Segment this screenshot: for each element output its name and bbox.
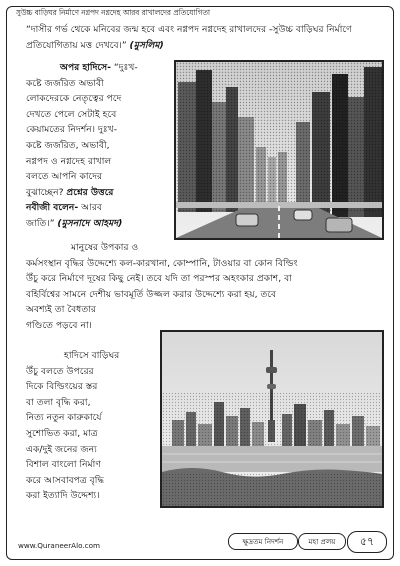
hadith-line: নগ্নপদ ও নগ্নদেহ রাখাল xyxy=(26,155,112,167)
paragraph-purpose xyxy=(26,240,378,334)
para-line: নিত্য নতুন কারুকার্যে xyxy=(26,412,102,424)
city-skyline-photo xyxy=(174,60,384,240)
quote-text: “দাসীর গর্ভ থেকে মনিবের জন্ম হবে এবং নগ্নপদ নগ্নদেহ রাখালদের -সুউচ্চ বাড়িঘর নির্মাণে প্রতিযোগিতায় মত্ত দেখবে।” xyxy=(26,24,352,51)
hadith-question: বুঝাচ্ছেন? xyxy=(26,186,64,198)
hadith-answer-bold: নবীজী বলেন- xyxy=(26,202,79,214)
para-line: বা তলা বৃদ্ধি করা, xyxy=(26,396,91,408)
hadith-quote-muslim xyxy=(26,22,378,53)
para-line: বহির্বিশ্বের সামনে দেশীয় ভাবমূর্তি উজ্জল করার উদ্দেশ্যে করা হয়, তবে xyxy=(26,288,277,300)
para-line: হাদিসে বাড়িঘর xyxy=(64,350,120,361)
page-number: ৫৭ xyxy=(347,531,387,553)
hadith-line: কষ্টে জর্জরিত অভাবী xyxy=(26,77,104,89)
para-line: মানুষের উপকার ও xyxy=(71,242,139,253)
hadith-line: বলতে আপনি কাদের xyxy=(26,171,103,183)
paragraph-meaning xyxy=(26,348,158,504)
hadith-line: লোকদেরকে নেতৃত্বের পদে xyxy=(26,93,122,105)
para-line: দিকে বিল্ডিংয়ের স্তর xyxy=(26,381,98,393)
para-line: কর্মসংস্থান বৃদ্ধির উদ্দেশ্যে কল-কারখানা, কোম্পানি, টাওয়ার বা কোন বিল্ডিং xyxy=(26,257,298,269)
hadith-last: জাতি।” xyxy=(26,217,55,229)
waterfront-skyline-photo xyxy=(160,330,384,508)
para-line: সুশোভিত করা, মাত্র xyxy=(26,427,98,439)
para-line: গণ্ডিতে পড়বে না। xyxy=(26,319,92,331)
footer-section-label: ক্ষুদ্রতম নিদর্শন xyxy=(228,533,298,550)
hadith-line: কেয়ামতের নিদর্শন। দুঃখ- xyxy=(26,124,118,136)
running-head: সুউচ্চ বাড়িঘর নির্মাণে নগ্নপদ নগ্নদেহ আরব রাখালদের প্রতিযোগিতা xyxy=(16,8,210,17)
hadith-question-bold: প্রশ্নের উত্তরে xyxy=(66,186,114,198)
para-line: এক/দুই জনের জন্য xyxy=(26,443,97,455)
para-line: উঁচু করে নির্মাণে দূষের কিছু নেই। তবে যদি তা পরস্পর অহংকার প্রকাশ, বা xyxy=(26,273,292,285)
para-line: অবশ্যই তা বৈধতার xyxy=(26,304,96,316)
para-line: করে আসবাবপত্র বৃদ্ধি xyxy=(26,474,105,486)
hadith-source: (মুসনাদে আহমদ) xyxy=(57,217,123,229)
hadith-answer: আরব xyxy=(81,202,103,214)
para-line: করা ইত্যাদি উদ্দেশ্য। xyxy=(26,490,100,502)
hadith-quote-ahmad xyxy=(26,60,170,232)
para-line: বিশাল বাংলো নির্মাণ xyxy=(26,459,101,471)
hadith-line: কষ্টে জর্জরিত, অভাবী, xyxy=(26,139,110,151)
quote-source: (মুসলিম) xyxy=(129,39,164,51)
hadith-line: দেখতে পেলে সেটাই হবে xyxy=(26,108,117,120)
para-line: উঁচু বলতে উপরের xyxy=(26,365,94,377)
hadith-lead: অপর হাদিসে- xyxy=(60,62,111,73)
hadith-line: “দুঃখ- xyxy=(113,62,138,73)
footer-subsection-label: মহা প্রলয় xyxy=(298,533,346,550)
footer-website: www.QuraneerAlo.com xyxy=(18,541,101,550)
